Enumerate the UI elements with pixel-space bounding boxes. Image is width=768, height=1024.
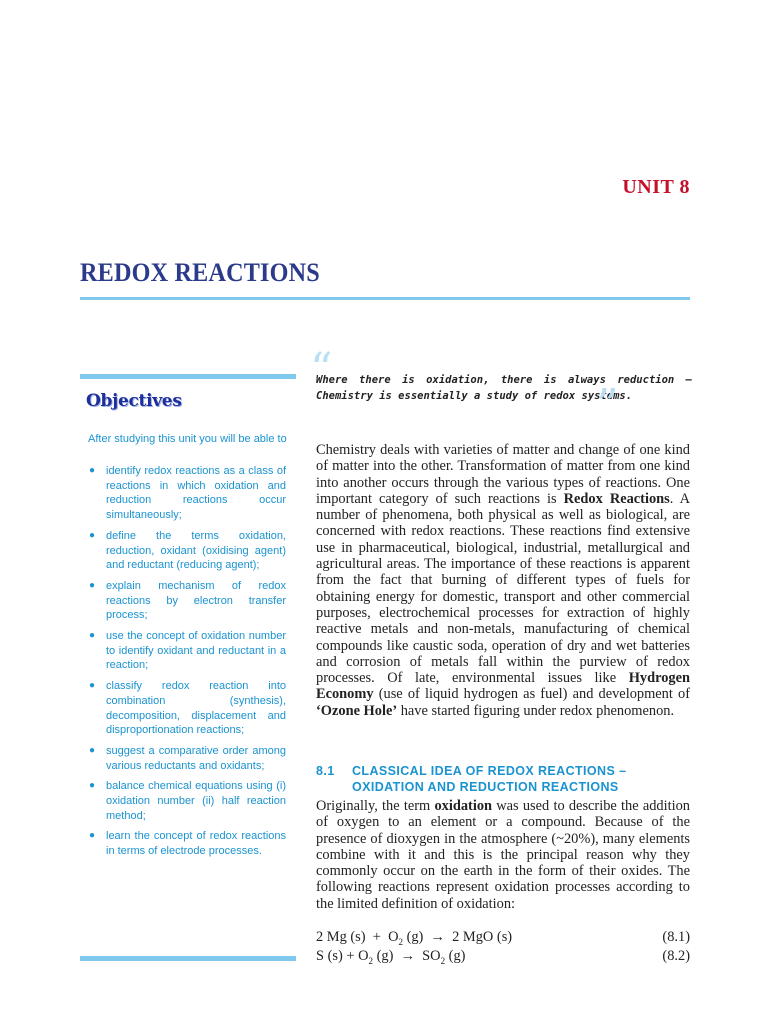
bullet-icon: ● [89,680,96,692]
title-underline [80,297,690,300]
section-title-line1: CLASSICAL IDEA OF REDOX REACTIONS – [352,764,627,778]
equation-8-2 [316,948,690,966]
objective-text: suggest a comparative order among various reductants and oxidants; [106,744,286,772]
objective-text: explain mechanism of redox reactions by electron transfer process; [106,579,286,622]
section-number: 8.1 [316,764,335,778]
bullet-icon: ● [89,744,96,756]
objective-text: balance chemical equations using (i) oxidation number (ii) half reaction method; [106,780,286,822]
unit-number: UNIT 8 [622,176,690,198]
open-quote-mark: “ [310,344,333,395]
objective-text: classify redox reaction into combination (synthesis), decomposition, displacement and disproportionation reactions; [106,680,286,737]
bullet-icon: ● [89,780,96,792]
objectives-heading: Objectives [86,391,182,411]
equation-number: (8.1) [662,929,690,945]
objectives-intro: After studying this unit you will be able to [88,433,287,445]
chapter-title: REDOX REACTIONS [80,258,320,287]
objective-text: define the terms oxidation, reduction, oxidant (oxidising agent) and reductant (reducing agent); [106,529,286,572]
objective-item [88,679,286,738]
bullet-icon: ● [89,465,96,476]
objective-text: learn the concept of redox reactions in terms of electrode processes. [106,830,286,858]
term-ozone-hole: ‘Ozone Hole’ [316,702,398,719]
objective-text: use the concept of oxidation number to identify oxidant and reductant in a reaction; [106,630,286,672]
equation-8-1 [316,929,690,947]
objective-item [88,629,286,673]
objectives-top-rule [80,374,296,379]
objective-item [88,529,286,573]
term-hydrogen-economy: Hydrogen Economy [316,670,690,703]
intro-paragraph: Chemistry deals with varieties of matter and change of one kind of matter into the other. Transformation of matter from one kind into another occurs through the various types of reactions. One important category of such reactions is Redox Reactions. A number of phenomena, both physical as well as biological, are concerned with redox reactions. These reactions find extensive use in pharmaceutical, biological, industrial, metallurgical and agricultural areas. The importance of these reactions is apparent from the fact that burning of different types of fuels for obtaining energy for domestic, transport and other commercial purposes, electrochemical processes for extraction of highly reactive metals and non-metals, manufacturing of chemical compounds like caustic soda, operation of dry and wet batteries and corrosion of metals fall within the purview of redox processes. Of late, environmental issues like Hydrogen Economy (use of liquid hydrogen as fuel) and development of ‘Ozone Hole’ have started figuring under redox phenomenon. [316,442,691,719]
objective-item [88,779,286,823]
objective-item [88,829,286,858]
bullet-icon: ● [89,630,96,642]
bullet-icon: ● [89,830,96,842]
epigraph-quote: Where there is oxidation, there is always reduction – Chemistry is essentially a study of redox systems. [316,374,692,402]
term-oxidation: oxidation [434,798,493,814]
equation-expression: S $(s) + O_2$ $(g) \to SO_2$ (g) [316,948,466,966]
term-redox-reactions: Redox Reactions [563,490,670,507]
close-quote-mark: ” [596,380,619,431]
equation-number: (8.2) [662,948,690,964]
objectives-bottom-rule [80,956,296,961]
equation-expression: 2 Mg $(s) + O_2$ (g) → 2 MgO (s) [316,929,513,947]
objective-text: identify redox reactions as a class of reactions in which oxidation and reduction reactions occur simultaneously; [106,465,286,522]
objective-item [88,579,286,623]
section-8-1-paragraph: Originally, the term oxidation was used to describe the addition of oxygen to an element or a compound. Because of the presence of dioxygen in the atmosphere (~20%), many elements combine with it and this is the principal reason why they commonly occur on the earth in the form of their oxides. The following reactions represent oxidation processes according to the limited definition of oxidation: [316,798,690,912]
bullet-icon: ● [89,579,96,591]
objective-item [88,744,286,773]
bullet-icon: ● [89,529,96,541]
objectives-list [88,464,286,865]
section-title-line2: OXIDATION AND REDUCTION REACTIONS [352,780,619,794]
section-heading-8-1 [316,763,692,795]
objective-item [88,464,286,523]
